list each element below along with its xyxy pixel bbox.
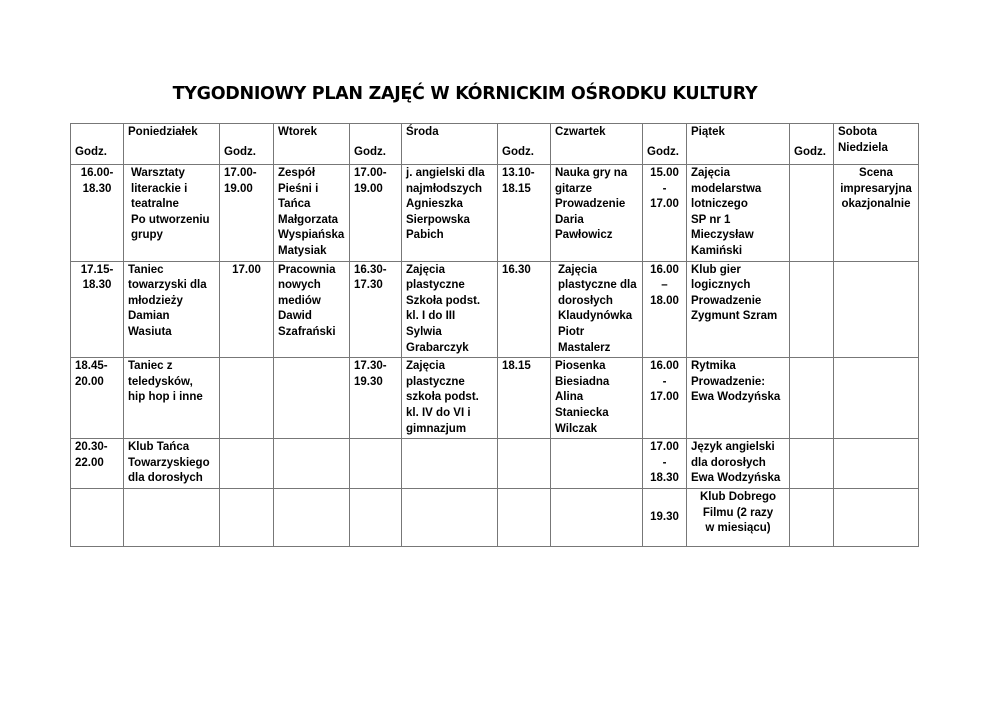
time-cell: 17.15- 18.30 [71,261,124,358]
time-cell [220,358,274,439]
time-cell: 17.00- 19.00 [220,165,274,262]
time-cell [71,488,124,546]
activity-cell [274,358,350,439]
activity-cell [834,439,919,489]
activity-cell: Zajęcia plastyczne Szkoła podst. kl. I do III Sylwia Grabarczyk [402,261,498,358]
activity-cell [402,439,498,489]
activity-cell [274,488,350,546]
time-cell [790,488,834,546]
time-cell: 18.45- 20.00 [71,358,124,439]
activity-cell [551,488,643,546]
header-godz [790,124,834,165]
header-godz-label: Godz. [75,146,107,159]
activity-cell [124,488,220,546]
schedule-row [71,358,919,439]
activity-cell: Taniec towarzyski dla młodzieży Damian Wasiuta [124,261,220,358]
time-cell [220,488,274,546]
activity-cell: Klub gier logicznych Prowadzenie Zygmunt Szram [687,261,790,358]
header-day-weekend: Sobota Niedziela [834,124,919,165]
time-cell: 16.30 [498,261,551,358]
activity-cell: Zajęcia plastyczne szkoła podst. kl. IV do VI i gimnazjum [402,358,498,439]
time-cell [350,439,402,489]
activity-cell [274,439,350,489]
activity-cell: Rytmika Prowadzenie: Ewa Wodzyńska [687,358,790,439]
time-cell [790,439,834,489]
time-cell: 16.00 - 17.00 [643,358,687,439]
time-cell [498,488,551,546]
schedule-row [71,165,919,262]
activity-cell: Klub Dobrego Filmu (2 razy w miesiącu) [687,488,790,546]
time-cell [220,439,274,489]
time-cell: 17.30- 19.30 [350,358,402,439]
header-godz-label: Godz. [502,146,534,159]
header-day-monday: Poniedziałek [124,124,220,165]
activity-cell [402,488,498,546]
header-day-thursday: Czwartek [551,124,643,165]
header-day-friday: Piątek [687,124,790,165]
activity-cell [834,488,919,546]
activity-cell: Taniec z teledysków, hip hop i inne [124,358,220,439]
schedule-row [71,261,919,358]
activity-cell: Klub Tańca Towarzyskiego dla dorosłych [124,439,220,489]
time-cell [790,261,834,358]
activity-cell: Zespół Pieśni i Tańca Małgorzata Wyspiańska Matysiak [274,165,350,262]
schedule-table [70,123,919,547]
time-cell: 16.00 – 18.00 [643,261,687,358]
activity-cell: Pracownia nowych mediów Dawid Szafrański [274,261,350,358]
schedule-row [71,439,919,489]
time-cell: 17.00 [220,261,274,358]
header-day-wednesday: Środa [402,124,498,165]
header-godz [220,124,274,165]
time-cell: 16.00- 18.30 [71,165,124,262]
activity-cell: Zajęcia modelarstwa lotniczego SP nr 1 Mieczysław Kamiński [687,165,790,262]
time-cell [790,358,834,439]
activity-cell: Nauka gry na gitarze Prowadzenie Daria Pawłowicz [551,165,643,262]
activity-cell [834,261,919,358]
header-godz-label: Godz. [794,146,826,159]
time-cell [498,439,551,489]
activity-cell: Piosenka Biesiadna Alina Staniecka Wilczak [551,358,643,439]
header-godz [498,124,551,165]
header-godz-label: Godz. [354,146,386,159]
time-cell: 17.00- 19.00 [350,165,402,262]
time-cell: 17.00 - 18.30 [643,439,687,489]
activity-cell: Język angielski dla dorosłych Ewa Wodzyńska [687,439,790,489]
time-cell: 18.15 [498,358,551,439]
time-cell: 13.10- 18.15 [498,165,551,262]
time-cell: 20.30- 22.00 [71,439,124,489]
header-row [71,124,919,165]
header-godz [350,124,402,165]
activity-cell: Scena impresaryjna okazjonalnie [834,165,919,262]
activity-cell: Warsztaty literackie i teatralne Po utworzeniu grupy [124,165,220,262]
header-godz-label: Godz. [647,146,679,159]
time-cell [350,488,402,546]
header-godz [643,124,687,165]
activity-cell: j. angielski dla najmłodszych Agnieszka Sierpowska Pabich [402,165,498,262]
time-cell: 15.00 - 17.00 [643,165,687,262]
activity-cell [834,358,919,439]
time-cell: 16.30- 17.30 [350,261,402,358]
header-day-tuesday: Wtorek [274,124,350,165]
header-godz [71,124,124,165]
time-cell [790,165,834,262]
header-godz-label: Godz. [224,146,256,159]
schedule-row [71,488,919,546]
activity-cell [551,439,643,489]
time-cell: 19.30 [643,488,687,546]
document-title: TYGODNIOWY PLAN ZAJĘĆ W KÓRNICKIM OŚRODKU KULTURY [172,84,758,104]
activity-cell: Zajęcia plastyczne dla dorosłych Klaudynówka Piotr Mastalerz [551,261,643,358]
